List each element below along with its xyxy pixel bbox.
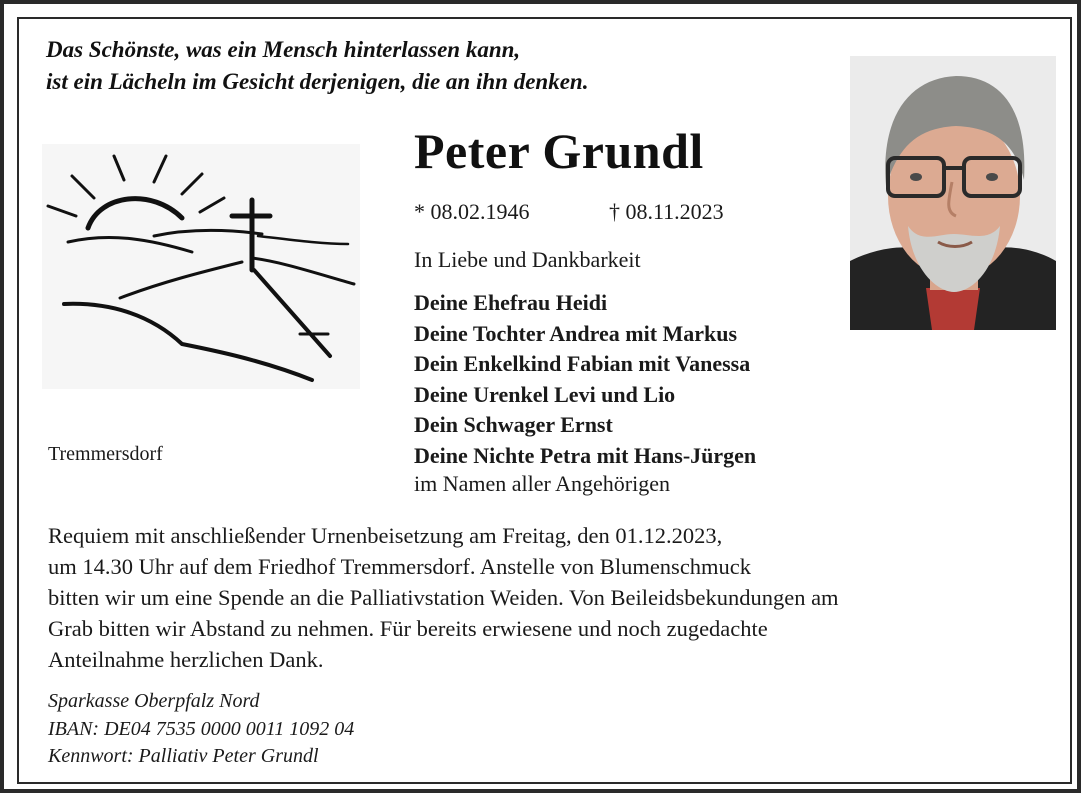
sunrise-cross-illustration (42, 144, 360, 389)
bank-iban: IBAN: DE04 7535 0000 0011 1092 04 (48, 717, 355, 740)
bank-keyword: Kennwort: Palliativ Peter Grundl (48, 745, 319, 767)
quote-line-1: Das Schönste, was ein Mensch hinterlassen kann, (46, 37, 521, 62)
family-member: Dein Schwager Ernst (414, 412, 613, 438)
birth-date: * 08.02.1946 (414, 199, 530, 224)
notice-line: bitten wir um eine Spende an die Palliativstation Weiden. Von Beileidsbekundungen am (48, 585, 839, 610)
town-label: Tremmersdorf (48, 443, 163, 465)
notice-line: Grab bitten wir Abstand zu nehmen. Für bereits erwiesene und noch zugedachte (48, 616, 768, 641)
memorial-quote (46, 34, 588, 98)
portrait-photo (850, 56, 1056, 330)
family-member: Dein Enkelkind Fabian mit Vanessa (414, 351, 751, 377)
family-member: Deine Nichte Petra mit Hans-Jürgen (414, 442, 757, 468)
family-member: Deine Tochter Andrea mit Markus (414, 320, 738, 346)
service-notice (48, 520, 839, 675)
death-date: † 08.11.2023 (609, 199, 724, 224)
deceased-name: Peter Grundl (414, 123, 704, 179)
on-behalf-line: im Namen aller Angehörigen (414, 471, 670, 496)
donation-bank-details (48, 688, 354, 771)
family-member: Deine Urenkel Levi und Lio (414, 381, 676, 407)
quote-line-2: ist ein Lächeln im Gesicht derjenigen, die an ihn denken. (46, 69, 589, 94)
notice-line: um 14.30 Uhr auf dem Friedhof Tremmersdorf. Anstelle von Blumenschmuck (48, 554, 752, 579)
bank-name: Sparkasse Oberpfalz Nord (48, 690, 260, 712)
notice-line: Anteilnahme herzlichen Dank. (48, 647, 324, 672)
family-member: Deine Ehefrau Heidi (414, 290, 608, 315)
notice-line: Requiem mit anschließender Urnenbeisetzung am Freitag, den 01.12.2023, (48, 523, 723, 548)
dedication-line: In Liebe und Dankbarkeit (414, 247, 641, 272)
family-list (414, 288, 756, 472)
